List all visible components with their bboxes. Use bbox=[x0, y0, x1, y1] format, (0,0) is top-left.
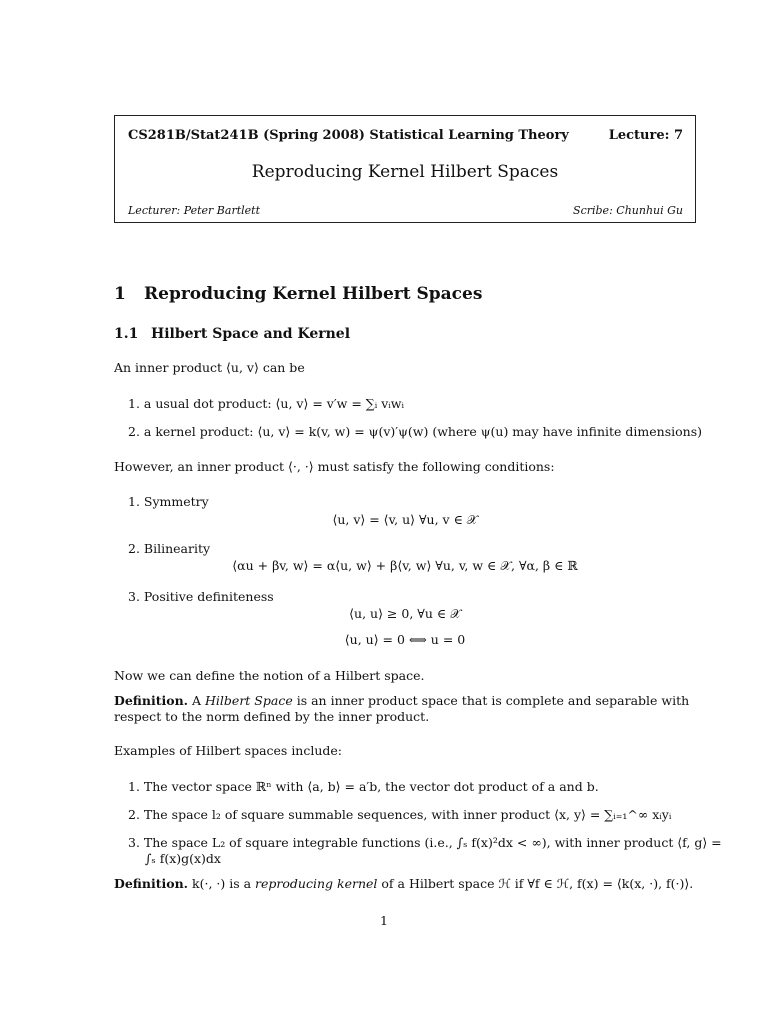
lecture-number: Lecture: 7 bbox=[608, 128, 683, 143]
examples-intro: Examples of Hilbert spaces include: bbox=[114, 743, 343, 758]
lecturer-name: Lecturer: Peter Bartlett bbox=[128, 204, 260, 217]
define-intro: Now we can define the notion of a Hilbert space. bbox=[114, 668, 425, 683]
condition-equation: ⟨αu + βv, w⟩ = α⟨u, w⟩ + β⟨v, w⟩ ∀u, v, w ∈ 𝒳, ∀α, β ∈ ℝ bbox=[232, 558, 578, 573]
list-item-continuation: ∫ₛ f(x)g(x)dx bbox=[145, 851, 221, 866]
course-title: CS281B/Stat241B (Spring 2008) Statistical Learning Theory bbox=[128, 128, 569, 143]
list-item: 3. The space L₂ of square integrable functions (i.e., ∫ₛ f(x)²dx < ∞), with inner product ⟨f, g⟩ = bbox=[128, 835, 722, 850]
condition-equation: ⟨u, v⟩ = ⟨v, u⟩ ∀u, v ∈ 𝒳 bbox=[332, 512, 478, 527]
subsection-title: Hilbert Space and Kernel bbox=[151, 326, 351, 342]
list-item: 1. The vector space ℝⁿ with ⟨a, b⟩ = a′b, the vector dot product of a and b. bbox=[128, 779, 599, 794]
definition-pre: k(·, ·) is a bbox=[192, 876, 252, 891]
definition-label: Definition. bbox=[114, 693, 189, 708]
definition-text: of a Hilbert space ℋ if ∀f ∈ ℋ, f(x) = ⟨k(x, ·), f(·)⟩. bbox=[381, 876, 694, 891]
definition-label: Definition. bbox=[114, 876, 189, 891]
condition-equation: ⟨u, u⟩ ≥ 0, ∀u ∈ 𝒳 bbox=[349, 606, 461, 621]
subsection-heading bbox=[114, 326, 350, 342]
list-item: 2. a kernel product: ⟨u, v⟩ = k(v, w) = ψ(v)′ψ(w) (where ψ(u) may have infinite dimensions) bbox=[128, 424, 702, 439]
list-item: 2. The space l₂ of square summable sequences, with inner product ⟨x, y⟩ = ∑ᵢ₌₁^∞ xᵢyᵢ bbox=[128, 807, 672, 822]
conditions-intro: However, an inner product ⟨·, ·⟩ must satisfy the following conditions: bbox=[114, 459, 555, 474]
definition-term: Hilbert Space bbox=[205, 693, 293, 708]
definition-hilbert-space bbox=[114, 693, 702, 725]
definition-pre: A bbox=[192, 693, 202, 708]
section-title: Reproducing Kernel Hilbert Spaces bbox=[144, 284, 483, 304]
condition-label: 1. Symmetry bbox=[128, 494, 209, 509]
definition-reproducing-kernel bbox=[114, 876, 702, 892]
lecture-title: Reproducing Kernel Hilbert Spaces bbox=[251, 162, 559, 182]
page-number: 1 bbox=[380, 913, 388, 928]
definition-text: is an inner product space that is complete and separable with respect to the norm defined by the inner product. bbox=[114, 693, 690, 724]
definition-term: reproducing kernel bbox=[255, 876, 378, 891]
subsection-number: 1.1 bbox=[114, 326, 139, 342]
condition-equation: ⟨u, u⟩ = 0 ⟺ u = 0 bbox=[344, 632, 466, 647]
condition-label: 2. Bilinearity bbox=[128, 541, 211, 556]
scribe-name: Scribe: Chunhui Gu bbox=[573, 204, 683, 217]
list-item: 1. a usual dot product: ⟨u, v⟩ = v′w = ∑ᵢ vᵢwᵢ bbox=[128, 396, 405, 411]
section-heading bbox=[114, 284, 482, 304]
condition-label: 3. Positive definiteness bbox=[128, 589, 274, 604]
section-number: 1 bbox=[114, 284, 126, 304]
intro-text: An inner product ⟨u, v⟩ can be bbox=[114, 360, 305, 375]
lecture-header-box bbox=[114, 115, 696, 223]
